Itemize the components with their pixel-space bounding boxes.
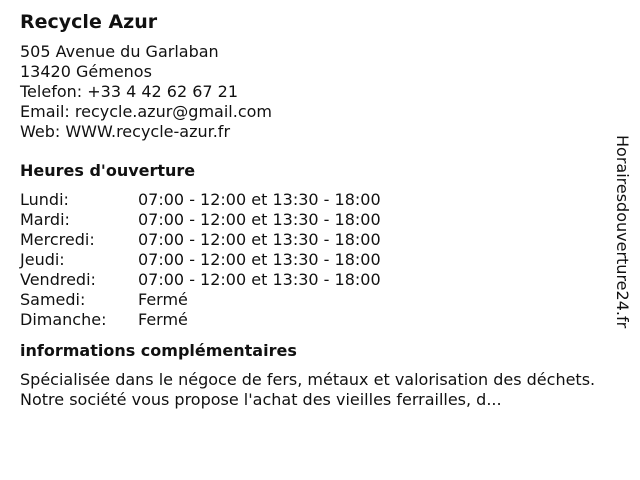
time-value: 07:00 - 12:00 et 13:30 - 18:00 — [138, 250, 381, 269]
hours-row-saturday — [20, 290, 610, 310]
opening-hours-table — [20, 190, 610, 330]
business-card — [20, 10, 610, 410]
hours-row-wednesday — [20, 230, 610, 250]
phone-line: Telefon: +33 4 42 62 67 21 — [20, 82, 239, 101]
day-label: Mercredi: — [20, 230, 95, 249]
address-street: 505 Avenue du Garlaban — [20, 42, 219, 61]
day-label: Dimanche: — [20, 310, 107, 329]
business-name: Recycle Azur — [20, 11, 158, 33]
address-city: 13420 Gémenos — [20, 62, 152, 81]
email-line: Email: recycle.azur@gmail.com — [20, 102, 272, 121]
time-value: 07:00 - 12:00 et 13:30 - 18:00 — [138, 210, 381, 229]
site-watermark: Horairesdouverture24.fr — [613, 135, 632, 329]
day-label: Samedi: — [20, 290, 86, 309]
time-value: 07:00 - 12:00 et 13:30 - 18:00 — [138, 230, 381, 249]
contact-block — [20, 42, 610, 142]
day-label: Lundi: — [20, 190, 69, 209]
time-value: Fermé — [138, 290, 188, 309]
additional-info-text: Spécialisée dans le négoce de fers, métaux et valorisation des déchets. Notre société vous propose l'achat des vieilles ferrailles, d... — [20, 370, 596, 409]
additional-info-heading: informations complémentaires — [20, 341, 297, 360]
hours-row-tuesday — [20, 210, 610, 230]
hours-row-sunday — [20, 310, 610, 330]
day-label: Jeudi: — [20, 250, 65, 269]
day-label: Mardi: — [20, 210, 70, 229]
hours-row-thursday — [20, 250, 610, 270]
time-value: 07:00 - 12:00 et 13:30 - 18:00 — [138, 270, 381, 289]
hours-row-monday — [20, 190, 610, 210]
time-value: Fermé — [138, 310, 188, 329]
hours-row-friday — [20, 270, 610, 290]
day-label: Vendredi: — [20, 270, 96, 289]
web-line: Web: WWW.recycle-azur.fr — [20, 122, 231, 141]
time-value: 07:00 - 12:00 et 13:30 - 18:00 — [138, 190, 381, 209]
opening-hours-heading: Heures d'ouverture — [20, 161, 196, 180]
